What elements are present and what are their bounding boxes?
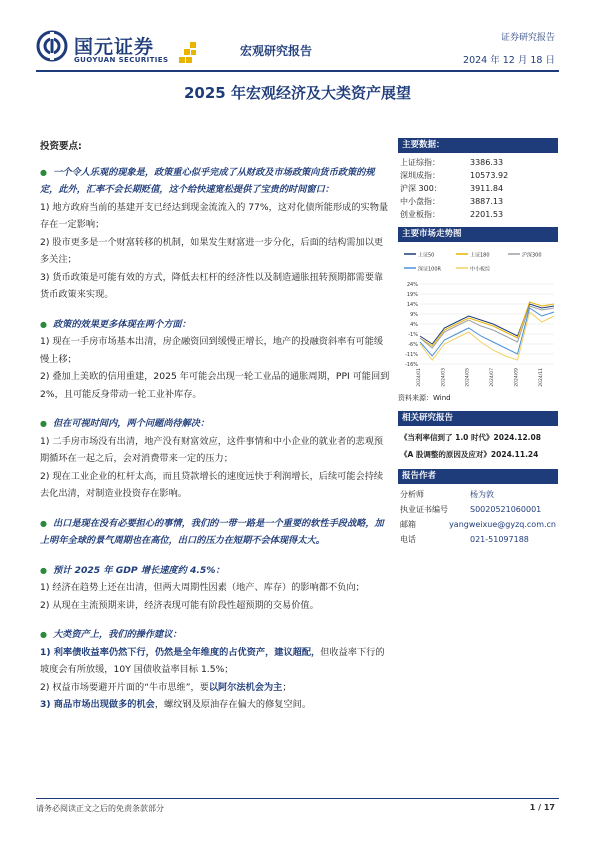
bullet-icon: ● xyxy=(40,518,47,528)
analyst-info xyxy=(398,484,558,550)
bullet-text: 1) 现在一手房市场基本出清，房企融资回到缓慢正增长，地产的投融资斜率有可能缓慢上移； xyxy=(40,336,384,365)
bullet-block-4 xyxy=(40,515,390,550)
bullet-lead-6: ● 大类资产上，我们的操作建议： xyxy=(40,629,182,640)
header-divider xyxy=(36,70,559,72)
analyst-row: 分析师 杨为敦 xyxy=(400,490,494,499)
company-logo xyxy=(36,30,206,70)
market-data-list xyxy=(398,153,558,227)
data-row: 沪深 300： 3911.84 xyxy=(400,184,504,193)
section-title: 投资要点: xyxy=(40,141,82,152)
legend-label: 中小板综 xyxy=(470,266,491,273)
analyst-row: 邮箱 yangweixue@gyzq.com.cn xyxy=(400,517,556,532)
bullet-text: 3) 商品市场出现做多的机会，螺纹钢及原油存在偏大的修复空间。 xyxy=(40,699,312,710)
logo-deco-icon xyxy=(176,40,202,66)
x-tick-label: 2024/11 xyxy=(538,368,544,387)
bullet-text: 2) 股市更多是一个财富转移的机制，如果发生财富进一步分化，后面的结构需加以更多关注； xyxy=(40,236,384,265)
bullet-block-5 xyxy=(40,562,390,615)
chart-source: 资料来源：Wind xyxy=(398,394,451,402)
bullet-block-3 xyxy=(40,415,390,503)
bullet-icon: ● xyxy=(40,319,47,329)
footer-divider xyxy=(36,798,559,799)
y-tick-label: 4% xyxy=(410,321,418,328)
bullet-lead-1: ● 一个令人乐观的现象是，政策重心似乎完成了从财政及市场政策向货币政策的规定，此外，汇率不会长期贬值，这个给快速宽松提供了宝贵的时间窗口： xyxy=(40,166,375,195)
bullet-text: 3) 货币政策是可能有效的方式，降低去杠杆的经济性以及制造通胀扭转预期都需要靠货币政策来实现。 xyxy=(40,271,384,300)
bullet-lead-3: ● 但在可视时间内，两个问题尚待解决： xyxy=(40,418,210,429)
bullet-icon: ● xyxy=(40,630,47,639)
analyst-row: 执业证书编号 S0020521060001 xyxy=(400,505,542,514)
data-row: 上证综指： 3386.33 xyxy=(400,158,504,167)
page-title: 2025 年宏观经济及大类资产展望 xyxy=(184,84,411,102)
data-row: 创业板指： 2201.53 xyxy=(400,210,504,219)
series-line xyxy=(420,306,554,348)
logo-en: GUOYUAN SECURITIES xyxy=(74,56,169,64)
x-tick-label: 2024/05 xyxy=(465,368,471,387)
related-section-title: 相关研究报告 xyxy=(398,411,558,426)
bullet-text: 2) 权益市场要避开片面的“牛市思维”，要以阿尔法机会为主； xyxy=(40,681,292,693)
main-content xyxy=(40,138,390,718)
bullet-lead-4: ● 出口是现在没有必要担心的事情，我们的一带一路是一个重要的软性手段战略，加上明年全球的景气周期也在高位，出口的压力在短期不会体现得太大。 xyxy=(40,517,384,546)
bullet-icon: ● xyxy=(40,565,47,575)
market-chart xyxy=(398,246,558,391)
x-tick-label: 2024/09 xyxy=(514,368,520,387)
y-tick-label: -11% xyxy=(405,351,418,358)
y-tick-label: 9% xyxy=(410,311,418,318)
bullet-text: 2) 从现在主流预期来讲，经济表现可能有阶段性超预期的交易价值。 xyxy=(40,599,319,611)
bullet-block-2 xyxy=(40,316,390,404)
footer-disclaimer: 请务必阅读正文之后的免责条款部分 xyxy=(36,804,164,813)
logo-cn: 国元证券 xyxy=(74,36,155,58)
report-type: 宏观研究报告 xyxy=(240,44,313,58)
bullet-lead-2: ● 政策的效果更多体现在两个方面： xyxy=(40,318,191,330)
y-tick-label: -6% xyxy=(408,341,418,348)
bullet-text: 2) 现在工业企业的杠杆太高，而且贷款增长的速度远快于利润增长，后续可能会持续去化出清，对制造业投资存在影响。 xyxy=(40,470,384,499)
market-chart-svg xyxy=(398,246,558,391)
data-section-title: 主要数据： xyxy=(398,138,558,153)
bullet-text: 1) 经济在趋势上还在出清，但两大周期性因素（地产、库存）的影响都不负向； xyxy=(40,582,365,593)
bullet-icon: ● xyxy=(40,419,47,428)
x-tick-label: 2024/07 xyxy=(490,368,496,387)
related-report-link[interactable]: 《当利率信到了 1.0 时代》2024.12.08 xyxy=(400,433,541,442)
analyst-section-title: 报告作者 xyxy=(398,469,558,484)
bullet-icon: ● xyxy=(40,167,47,177)
bullet-lead-5: ● 预计 2025 年 GDP 增长速度约 4.5%： xyxy=(40,564,225,576)
y-tick-label: -1% xyxy=(408,331,418,338)
legend-label: 上证180 xyxy=(470,252,490,259)
related-report-link[interactable]: 《A 股调整的原因及应对》2024.11.24 xyxy=(400,450,539,459)
analyst-email[interactable]: yangweixue@gyzq.com.cn xyxy=(449,520,556,529)
logo-mark-icon xyxy=(36,30,68,62)
legend-label: 深证100R xyxy=(418,266,442,273)
report-category: 证券研究报告 xyxy=(500,33,555,43)
bullet-block-6 xyxy=(40,626,390,714)
y-tick-label: 14% xyxy=(406,301,418,308)
sidebar xyxy=(398,138,558,550)
y-tick-label: 24% xyxy=(406,281,418,288)
data-row: 深圳成指： 10573.92 xyxy=(400,171,509,180)
y-tick-label: -16% xyxy=(405,361,418,368)
chart-section-title: 主要市场走势图 xyxy=(398,227,558,242)
report-date: 2024 年 12 月 18 日 xyxy=(463,55,555,66)
bullet-block-1 xyxy=(40,164,390,304)
bullet-text: 1) 地方政府当前的基建开支已经达到现金流流入的 77%，这对化债所能形成的实物量存在一定影响； xyxy=(40,201,389,230)
x-tick-label: 2024/01 xyxy=(417,368,422,387)
x-tick-label: 2024/03 xyxy=(441,368,447,387)
related-list xyxy=(398,426,558,469)
legend-label: 上证50 xyxy=(418,252,435,259)
bullet-text: 1) 二手房市场没有出清，地产没有财富效应，这件事情和中小企业的就业者的悲观预期循环在一起之后，会对消费带来一定的压力； xyxy=(40,435,384,464)
y-tick-label: 19% xyxy=(406,291,418,298)
bullet-text: 2) 叠加上美欧的信用重建，2025 年可能会出现一轮工业品的通胀周期，PPI 可能回到 2%，且可能反身带动一轮工业补库存。 xyxy=(40,371,390,400)
bullet-text: 1) 利率债收益率仍然下行，仍然是全年维度的占优资产，建议超配，但收益率下行的坡度会有所放缓，10Y 国债收益率目标 1.5%； xyxy=(40,646,385,675)
page-number: 1 / 17 xyxy=(529,803,555,812)
analyst-row: 电话 021-51097188 xyxy=(400,535,529,544)
legend-label: 沪深300 xyxy=(522,252,542,259)
data-row: 中小盘指： 3887.13 xyxy=(400,197,504,206)
